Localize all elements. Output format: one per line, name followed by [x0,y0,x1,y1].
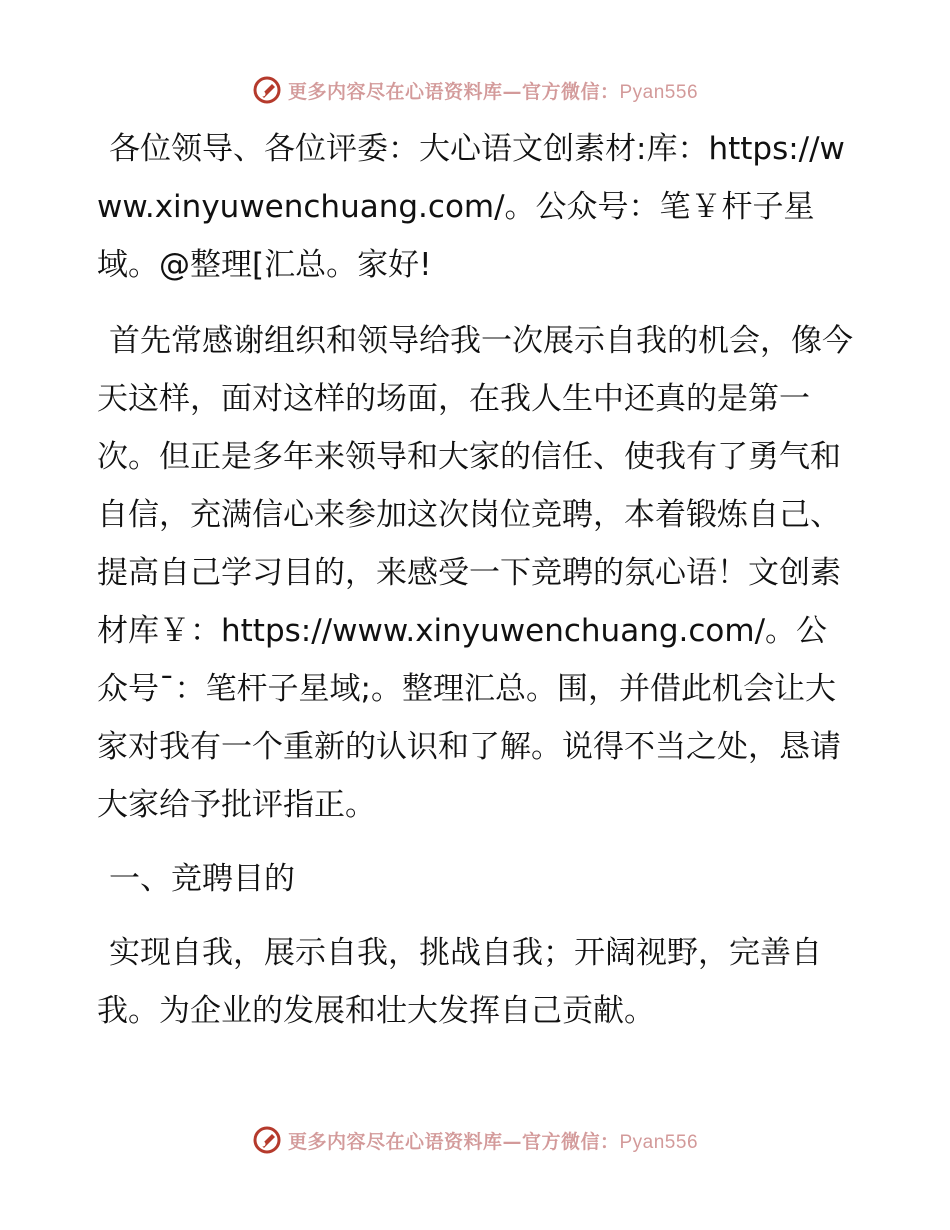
header-banner [0,70,950,110]
footer-banner [0,1120,950,1160]
paragraph-section-1: 实现自我，展示自我，挑战自我；开阔视野，完善自我。为企业的发展和壮大发挥自己贡献。 [97,935,822,1029]
paragraph-intro: 首先常感谢组织和领导给我一次展示自我的机会，像今天这样，面对这样的场面，在我人生中还真的是第一次。但正是多年来领导和大家的信任、使我有了勇气和自信，充满信心来参加这次岗位竞聘，本着锻炼自己、提高自己学习目的，来感受一下竞聘的氛心语！文创素材库￥：https://www.xinyuwenchuang.com/。公众号¯：笔杆子星域;。整理汇总。围，并借此机会让大家对我有一个重新的认识和了解。说得不当之处，恳请大家给予批评指正。 [97,323,853,823]
banner-text [288,1127,698,1154]
banner-main-text: 更多内容尽在心语资料库—官方微信： [287,80,620,103]
banner-wechat-id: Pyan556 [619,81,699,103]
logo-icon [252,75,282,105]
banner-main-text: 更多内容尽在心语资料库—官方微信： [287,1130,620,1153]
section-heading: 一、竞聘目的 [109,861,295,897]
paragraph-greeting: 各位领导、各位评委：大心语文创素材:库：https://www.xinyuwenchuang.com/。公众号：笔￥杆子星域。@整理[汇总。家好! [97,131,845,283]
document-body [97,120,857,1056]
logo-icon [252,1125,282,1155]
banner-wechat-id: Pyan556 [619,1131,699,1153]
banner-text [288,77,698,104]
